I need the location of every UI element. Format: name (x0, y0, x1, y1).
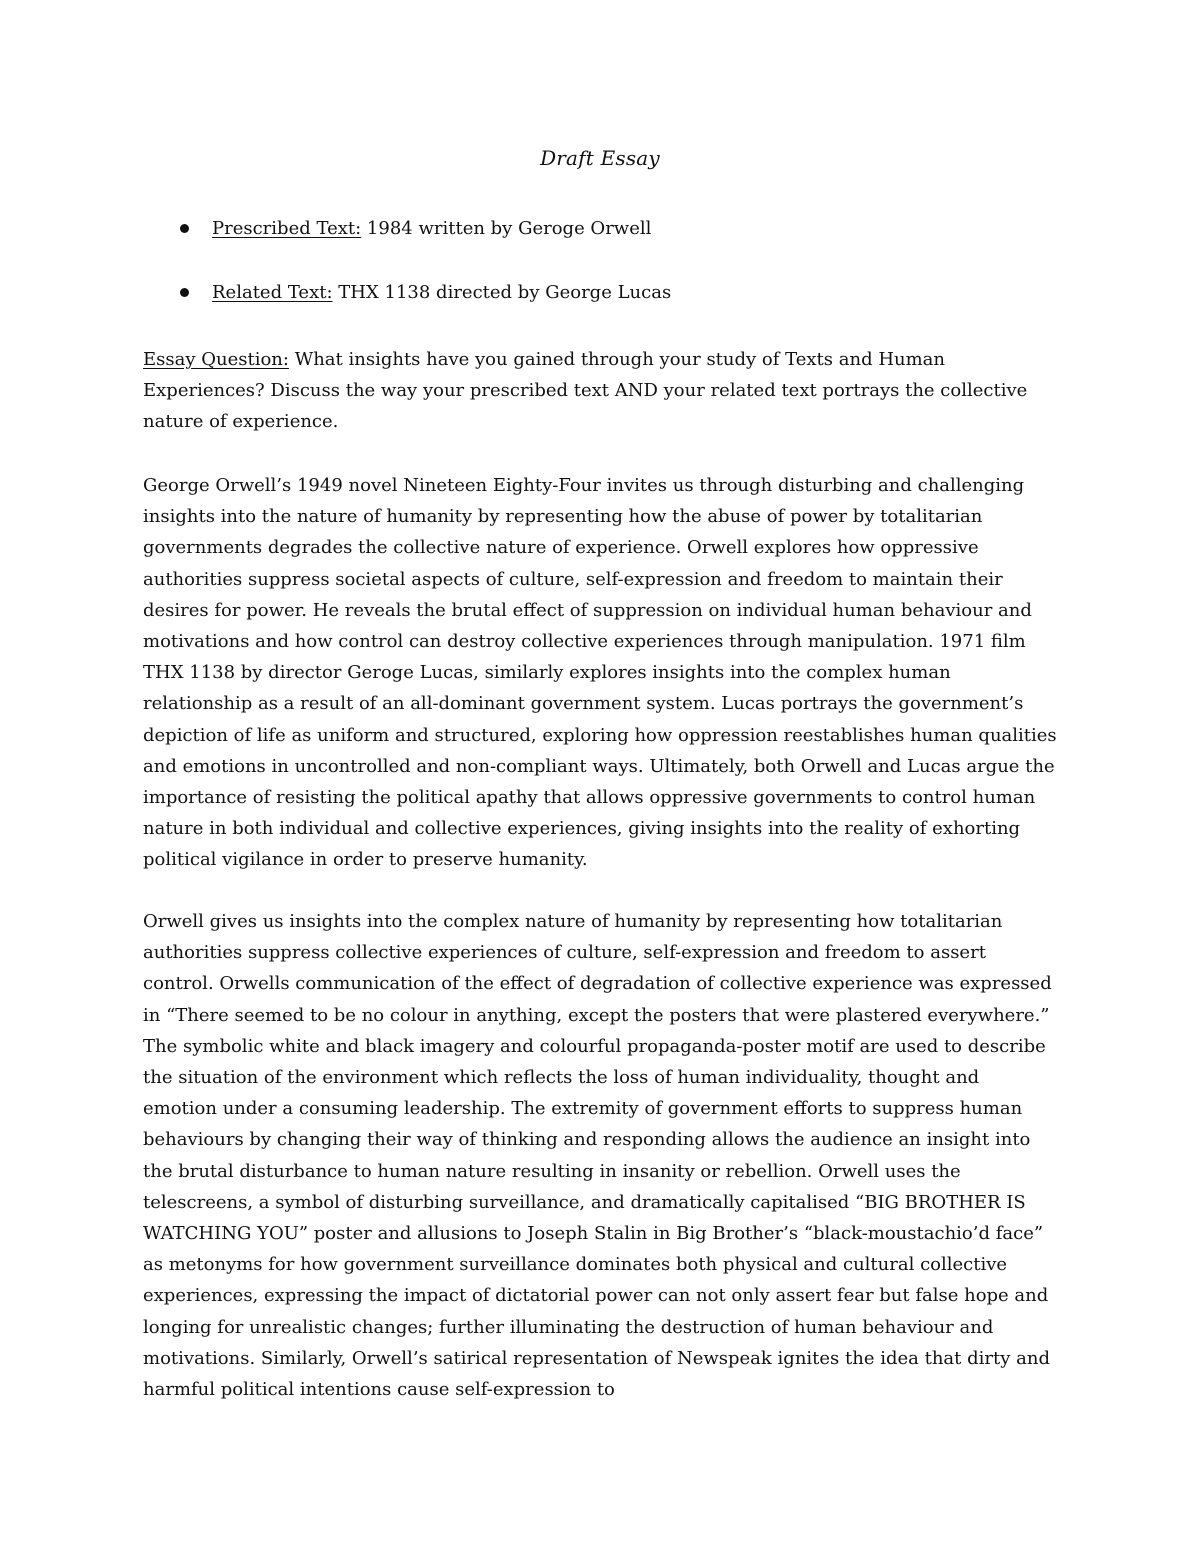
bullet-icon (180, 224, 189, 233)
paragraph-body: Orwell gives us insights into the complex nature of humanity by representing how totalitarian authorities suppress collective experiences of culture, self-expression and freedom to assert control. Orwells communication of the effect of degradation of collective experience was expressed in “There seemed to be no colour in anything, except the posters that were plastered everywhere.” The symbolic white and black imagery and colourful propaganda-poster motif are used to describe the situation of the environment which reflects the loss of human individuality, thought and emotion under a consuming leadership. The extremity of government efforts to suppress human behaviours by changing their way of thinking and responding allows the audience an insight into the brutal disturbance to human nature resulting in insanity or rebellion. Orwell uses the telescreens, a symbol of disturbing surveillance, and dramatically capitalised “BIG BROTHER IS WATCHING YOU” poster and allusions to Joseph Stalin in Big Brother’s “black-moustachio’d face” as metonyms for how government surveillance dominates both physical and cultural collective experiences, expressing the impact of dictatorial power can not only assert fear but false hope and longing for unrealistic changes; further illuminating the destruction of human behaviour and motivations. Similarly, Orwell’s satirical representation of Newspeak ignites the idea that dirty and harmful political intentions cause self-expression to (143, 911, 1052, 1401)
list-item-related-text (180, 276, 1080, 309)
related-text-value: THX 1138 directed by George Lucas (338, 282, 672, 303)
paragraph-introduction: George Orwell’s 1949 novel Nineteen Eighty-Four invites us through disturbing and challenging insights into the nature of humanity by representing how the abuse of power by totalitarian governments degrades the collective nature of experience. Orwell explores how oppressive authorities suppress societal aspects of culture, self-expression and freedom to maintain their desires for power. He reveals the brutal effect of suppression on individual human behaviour and motivations and how control can destroy collective experiences through manipulation. 1971 film THX 1138 by director Geroge Lucas, similarly explores insights into the complex human relationship as a result of an all-dominant government system. Lucas portrays the government’s depiction of life as uniform and structured, exploring how oppression reestablishes human qualities and emotions in uncontrolled and non-compliant ways. Ultimately, both Orwell and Lucas argue the importance of resisting the political apathy that allows oppressive governments to control human nature in both individual and collective experiences, giving insights into the reality of exhorting political vigilance in order to preserve humanity. (143, 475, 1057, 871)
related-text-label: Related Text: (212, 282, 333, 303)
prescribed-text-value: 1984 written by Geroge Orwell (366, 218, 652, 239)
essay-question (143, 344, 1058, 438)
essay-question-label: Essay Question: (143, 349, 289, 370)
prescribed-text-label: Prescribed Text: (212, 218, 362, 239)
essay-question-text: What insights have you gained through your study of Texts and Human Experiences? Discuss the way your prescribed text AND your related text portrays the collective nature of experience. (143, 349, 1028, 433)
list-item-prescribed-text (180, 212, 1080, 245)
document-title: Draft Essay (540, 146, 660, 170)
bullet-icon (180, 288, 189, 297)
text-list (180, 212, 1080, 340)
